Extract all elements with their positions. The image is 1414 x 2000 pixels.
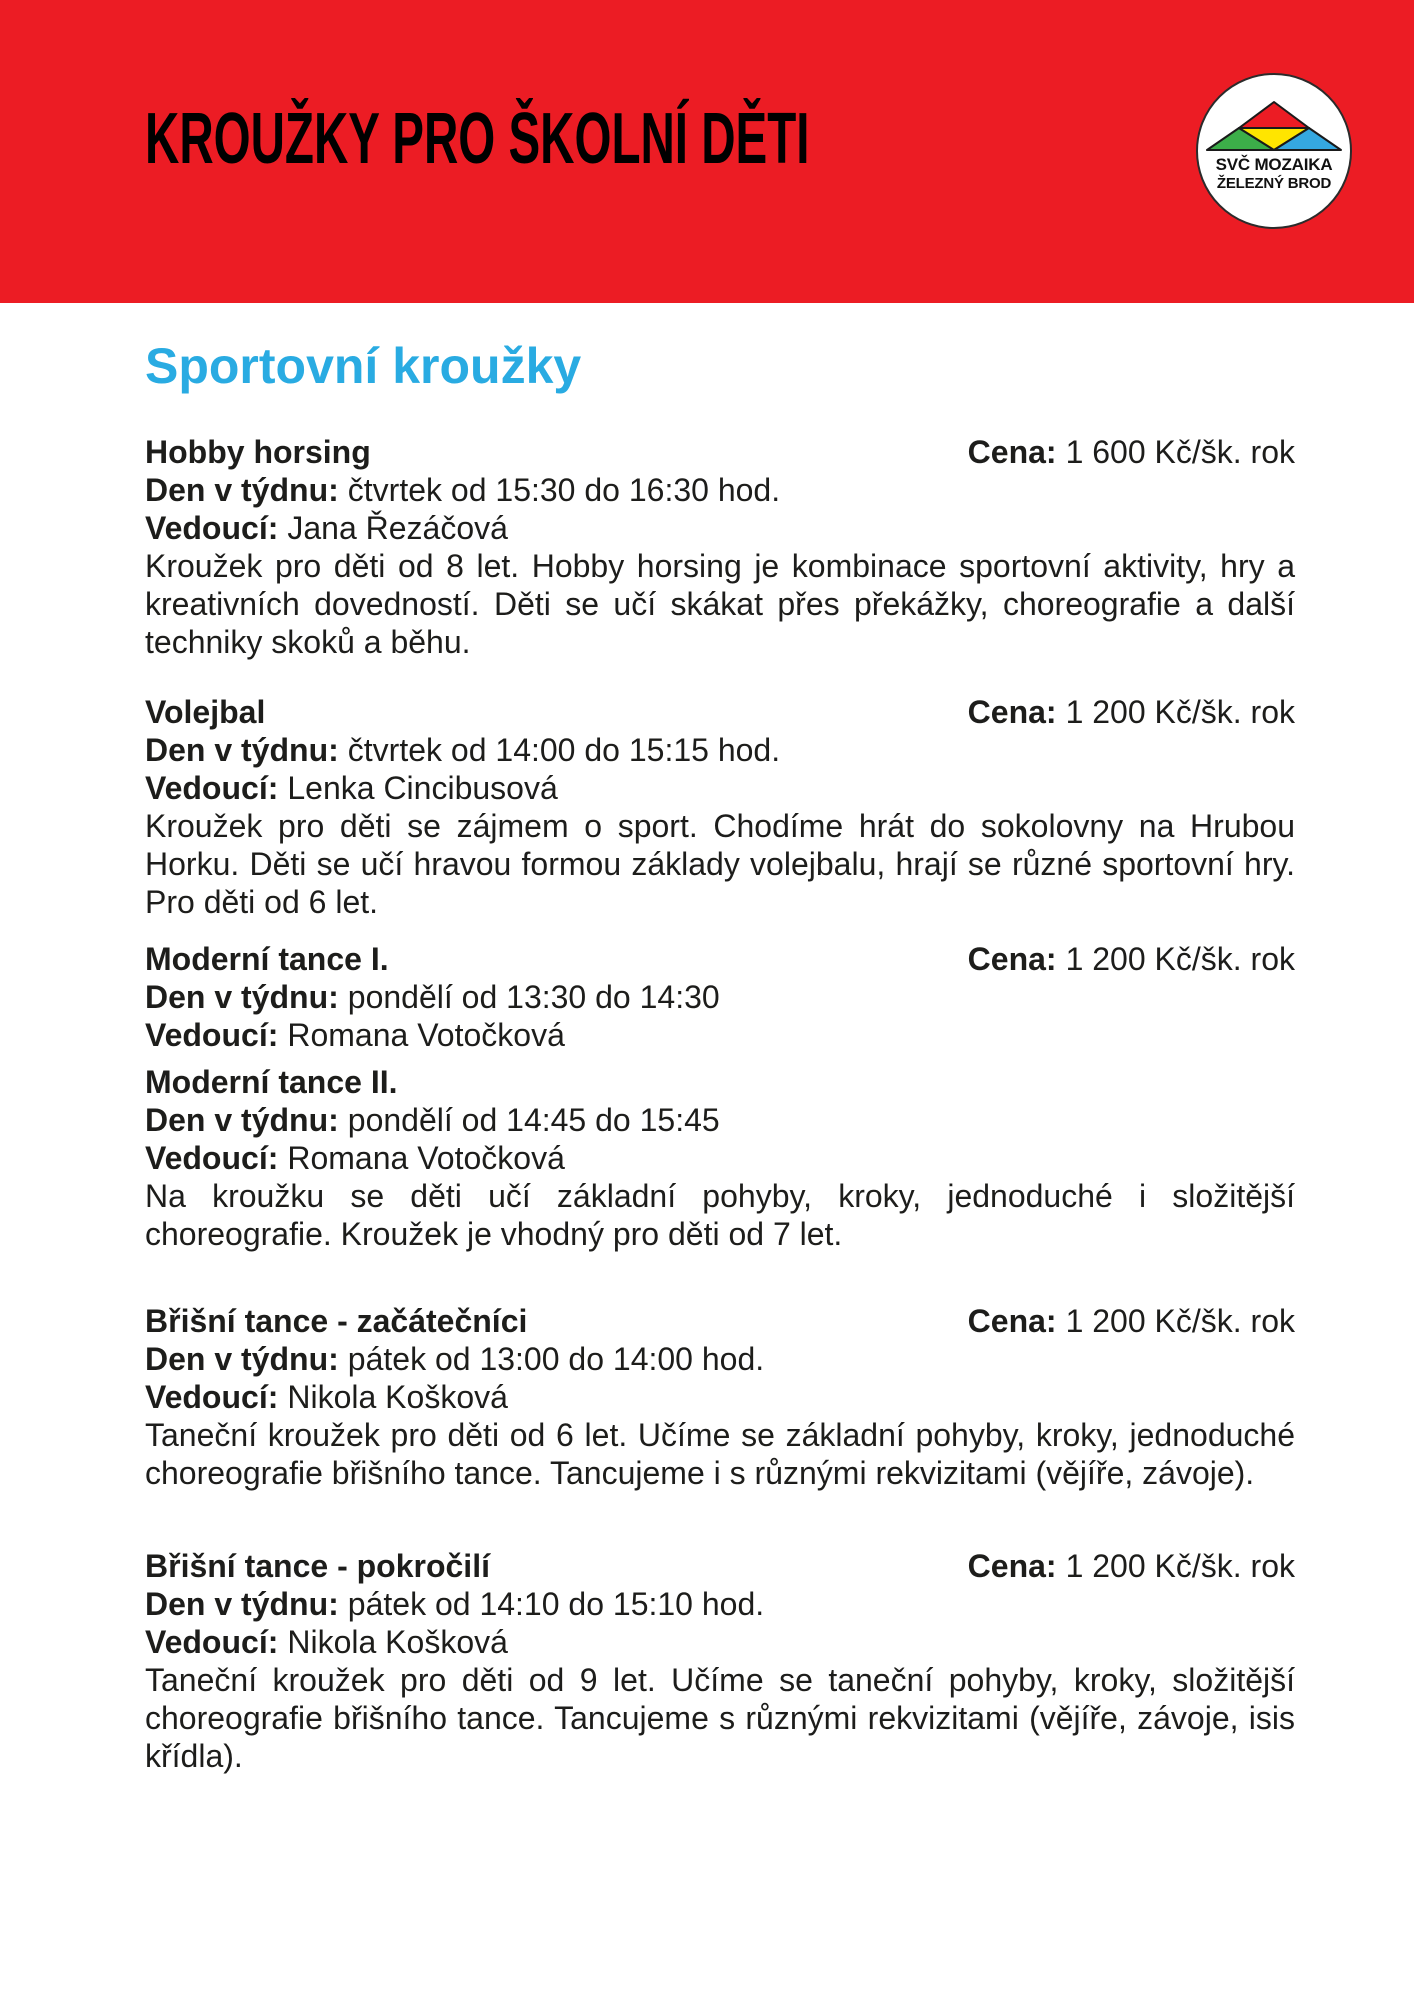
price-value: 1 200 Kč/šk. rok	[1065, 1548, 1295, 1584]
program-price	[968, 1547, 1295, 1585]
logo-text-line2: ŽELEZNÝ BROD	[1216, 175, 1332, 192]
price-label: Cena:	[967, 694, 1057, 730]
day-label: Den v týdnu:	[145, 1102, 339, 1138]
program-name: Volejbal	[145, 694, 266, 730]
program-day	[145, 978, 1295, 1016]
program-day	[145, 1340, 1295, 1378]
program-card	[145, 940, 1295, 1054]
header-band	[0, 0, 1414, 303]
program-leader	[145, 1016, 1295, 1054]
day-label: Den v týdnu:	[145, 732, 339, 768]
day-value: pondělí od 13:30 do 14:30	[347, 979, 720, 1015]
leader-value: Nikola Košková	[287, 1624, 508, 1660]
price-label: Cena:	[967, 1548, 1057, 1584]
leader-value: Romana Votočková	[287, 1017, 565, 1053]
program-card	[145, 1063, 1295, 1253]
program-title-row	[145, 433, 1295, 471]
day-value: pondělí od 14:45 do 15:45	[347, 1102, 720, 1138]
price-value: 1 600 Kč/šk. rok	[1065, 434, 1295, 470]
program-price	[968, 693, 1295, 731]
program-card	[145, 693, 1295, 921]
page-title: KROUŽKY PRO ŠKOLNÍ DĚTI	[145, 99, 810, 179]
leader-label: Vedoucí:	[145, 1379, 279, 1415]
program-card	[145, 1547, 1295, 1775]
price-label: Cena:	[967, 434, 1057, 470]
price-value: 1 200 Kč/šk. rok	[1065, 941, 1295, 977]
leader-label: Vedoucí:	[145, 510, 279, 546]
leader-label: Vedoucí:	[145, 1017, 279, 1053]
program-description: Taneční kroužek pro děti od 6 let. Učíme se základní pohyby, kroky, jednoduché choreografie břišního tance. Tancujeme i s různými rekvizitami (vějíře, závoje).	[145, 1417, 1295, 1491]
program-description: Taneční kroužek pro děti od 9 let. Učíme se taneční pohyby, kroky, složitější choreografie břišního tance. Tancujeme s různými rekvizitami (vějíře, závoje, isis křídla).	[145, 1662, 1295, 1774]
day-label: Den v týdnu:	[145, 979, 339, 1015]
price-label: Cena:	[967, 1303, 1057, 1339]
program-title-row	[145, 940, 1295, 978]
program-price	[968, 940, 1295, 978]
price-value: 1 200 Kč/šk. rok	[1065, 1303, 1295, 1339]
program-description: Kroužek pro děti od 8 let. Hobby horsing je kombinace sportovní aktivity, hry a kreativních dovedností. Děti se učí skákat přes překážky, choreografie a další techniky skoků a běhu.	[145, 548, 1295, 660]
program-name: Břišní tance - pokročilí	[145, 1548, 490, 1584]
program-description: Kroužek pro děti se zájmem o sport. Chodíme hrát do sokolovny na Hrubou Horku. Děti se učí hravou formou základy volejbalu, hrají se různé sportovní hry. Pro děti od 6 let.	[145, 808, 1295, 920]
program-title-row	[145, 1302, 1295, 1340]
price-label: Cena:	[967, 941, 1057, 977]
section-heading: Sportovní kroužky	[145, 338, 582, 394]
program-title-row	[145, 1063, 1295, 1101]
program-price	[968, 433, 1295, 471]
day-label: Den v týdnu:	[145, 472, 339, 508]
day-value: pátek od 14:10 do 15:10 hod.	[347, 1586, 765, 1622]
svc-mozaika-logo	[1196, 73, 1352, 229]
program-leader	[145, 769, 1295, 807]
day-value: čtvrtek od 15:30 do 16:30 hod.	[347, 472, 781, 508]
program-price	[968, 1302, 1295, 1340]
program-leader	[145, 509, 1295, 547]
day-value: pátek od 13:00 do 14:00 hod.	[347, 1341, 765, 1377]
program-day	[145, 471, 1295, 509]
program-name: Hobby horsing	[145, 434, 371, 470]
leader-label: Vedoucí:	[145, 770, 279, 806]
program-title-row	[145, 1547, 1295, 1585]
program-leader	[145, 1378, 1295, 1416]
program-day	[145, 1585, 1295, 1623]
logo-text-line1: SVČ MOZAIKA	[1215, 155, 1333, 174]
program-name: Moderní tance II.	[145, 1064, 398, 1100]
program-leader	[145, 1623, 1295, 1661]
leader-value: Nikola Košková	[287, 1379, 508, 1415]
mosaic-mountain-icon	[1205, 100, 1343, 152]
program-day	[145, 1101, 1295, 1139]
program-name: Moderní tance I.	[145, 941, 389, 977]
program-leader	[145, 1139, 1295, 1177]
leader-value: Romana Votočková	[287, 1140, 565, 1176]
price-value: 1 200 Kč/šk. rok	[1065, 694, 1295, 730]
leader-label: Vedoucí:	[145, 1140, 279, 1176]
program-title-row	[145, 693, 1295, 731]
program-card	[145, 1302, 1295, 1492]
program-name: Břišní tance - začátečníci	[145, 1303, 528, 1339]
program-day	[145, 731, 1295, 769]
leader-value: Jana Řezáčová	[287, 510, 508, 546]
program-description: Na kroužku se děti učí základní pohyby, kroky, jednoduché i složitější choreografie. Kroužek je vhodný pro děti od 7 let.	[145, 1178, 1295, 1252]
leader-value: Lenka Cincibusová	[287, 770, 558, 806]
day-label: Den v týdnu:	[145, 1586, 339, 1622]
content-area	[145, 303, 1295, 1775]
leader-label: Vedoucí:	[145, 1624, 279, 1660]
day-value: čtvrtek od 14:00 do 15:15 hod.	[347, 732, 781, 768]
program-card	[145, 433, 1295, 661]
day-label: Den v týdnu:	[145, 1341, 339, 1377]
